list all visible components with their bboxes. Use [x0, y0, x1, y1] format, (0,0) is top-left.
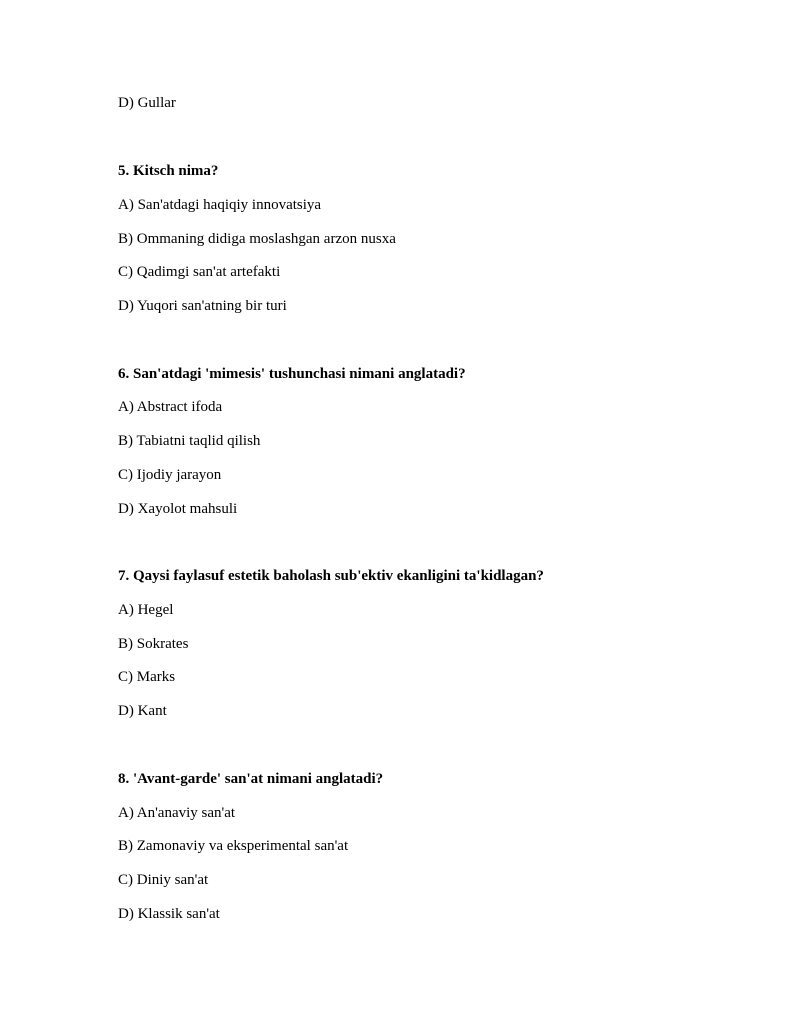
- question-5-option-d: D) Yuqori san'atning bir turi: [118, 298, 287, 314]
- question-5-option-b: B) Ommaning didiga moslashgan arzon nusxa: [118, 231, 396, 247]
- question-7-option-b: B) Sokrates: [118, 636, 189, 652]
- question-8-option-b: B) Zamonaviy va eksperimental san'at: [118, 838, 349, 854]
- question-5-option-c: C) Qadimgi san'at artefakti: [118, 264, 281, 280]
- question-8-option-d: D) Klassik san'at: [118, 906, 220, 922]
- question-8-title: 8. 'Avant-garde' san'at nimani anglatadi?: [118, 771, 384, 787]
- question-7-option-d: D) Kant: [118, 703, 167, 719]
- question-7-option-c: C) Marks: [118, 669, 176, 685]
- question-6-option-c: C) Ijodiy jarayon: [118, 467, 222, 483]
- prev-question-option-d: D) Gullar: [118, 95, 176, 111]
- question-7-option-a: A) Hegel: [118, 602, 174, 618]
- question-8-option-c: C) Diniy san'at: [118, 872, 209, 888]
- question-6-option-a: A) Abstract ifoda: [118, 399, 223, 415]
- question-8-option-a: A) An'anaviy san'at: [118, 805, 236, 821]
- question-7-title: 7. Qaysi faylasuf estetik baholash sub'ektiv ekanligini ta'kidlagan?: [118, 568, 544, 584]
- question-5-title: 5. Kitsch nima?: [118, 163, 219, 179]
- question-6-option-d: D) Xayolot mahsuli: [118, 501, 238, 517]
- question-6-title: 6. San'atdagi 'mimesis' tushunchasi nimani anglatadi?: [118, 366, 466, 382]
- question-5-option-a: A) San'atdagi haqiqiy innovatsiya: [118, 197, 322, 213]
- question-6-option-b: B) Tabiatni taqlid qilish: [118, 433, 261, 449]
